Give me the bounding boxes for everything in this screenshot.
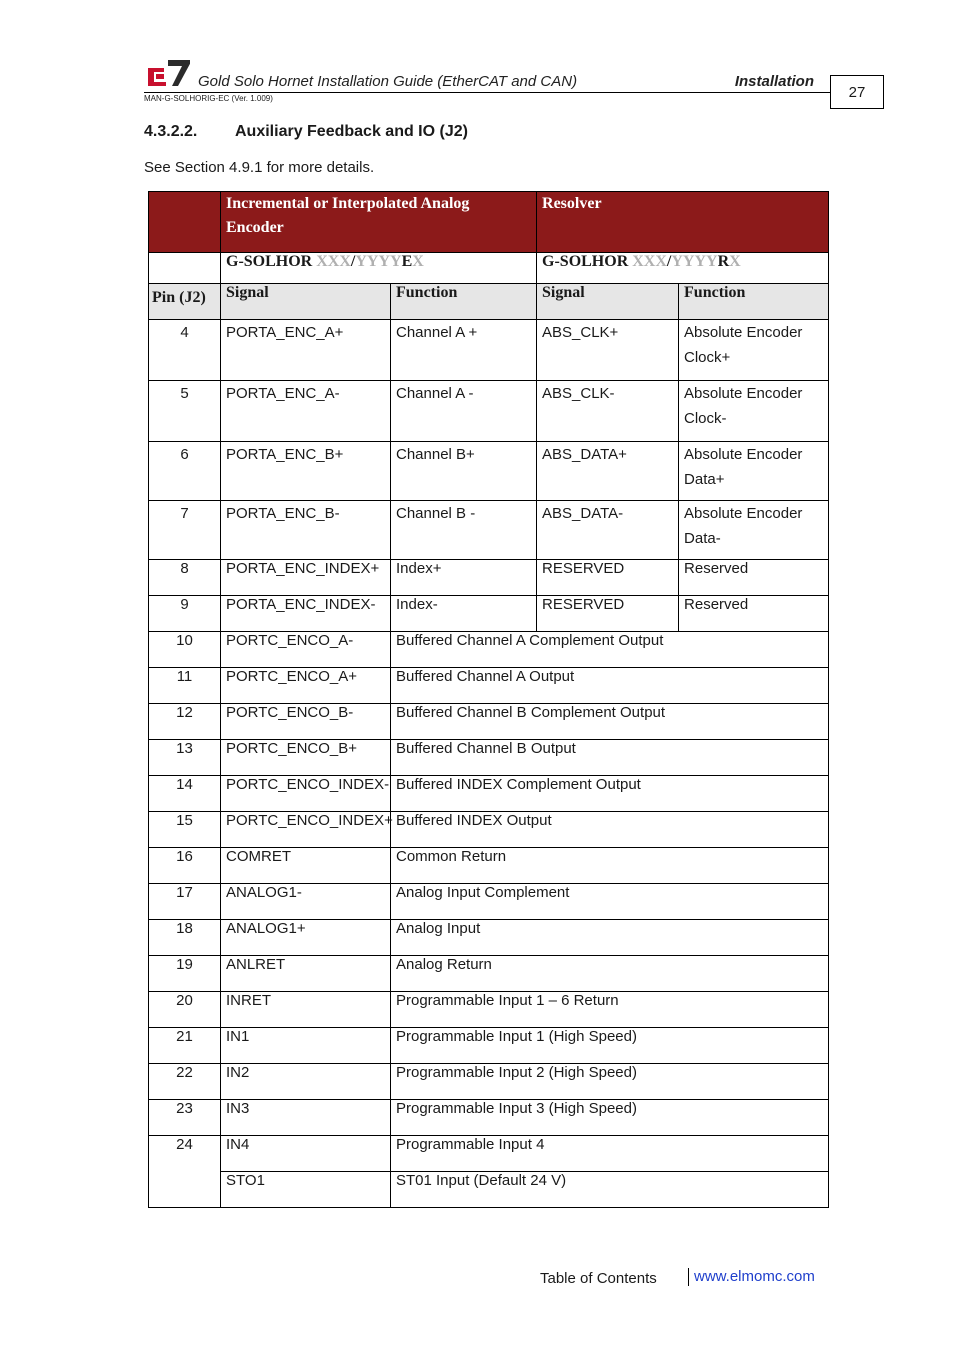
function-b-cell: Reserved	[679, 596, 829, 632]
doc-title: Gold Solo Hornet Installation Guide (EtherCAT and CAN)	[198, 73, 578, 90]
signal-cell: PORTC_ENCO_A-	[221, 632, 391, 668]
header-rule	[144, 92, 830, 93]
signal-cell: ANLRET	[221, 956, 391, 992]
page-header	[144, 56, 830, 104]
model-blank	[149, 253, 221, 284]
signal-cell: IN3	[221, 1100, 391, 1136]
signal-cell: IN1	[221, 1028, 391, 1064]
pin-cell: 20	[149, 992, 221, 1028]
table-row	[149, 992, 829, 1028]
group-header-encoder: Incremental or Interpolated Analog Encoder	[221, 192, 537, 253]
col-signal-a: Signal	[221, 284, 391, 320]
function-cell: Buffered Channel B Complement Output	[391, 704, 829, 740]
function-cell: Buffered Channel A Complement Output	[391, 632, 829, 668]
pin-cell: 5	[149, 381, 221, 442]
col-pin: Pin (J2)	[149, 284, 221, 320]
function-cell: Analog Return	[391, 956, 829, 992]
model-resolver	[537, 253, 829, 284]
table-of-contents-link[interactable]: Table of Contents	[540, 1270, 657, 1287]
model-letter: E	[401, 253, 413, 270]
signal-a-cell: PORTA_ENC_A-	[221, 381, 391, 442]
function-cell: Programmable Input 4	[391, 1136, 829, 1172]
pin-cell: 21	[149, 1028, 221, 1064]
table-row	[149, 668, 829, 704]
pin-cell: 10	[149, 632, 221, 668]
pin-cell: 13	[149, 740, 221, 776]
group-header-row	[149, 192, 829, 253]
intro-text	[144, 159, 374, 176]
model-slash: /	[666, 253, 672, 270]
pin-cell: 16	[149, 848, 221, 884]
model-slash: /	[350, 253, 356, 270]
function-b-cell: Reserved	[679, 560, 829, 596]
pin-cell: 17	[149, 884, 221, 920]
table-row	[149, 884, 829, 920]
model-letter: R	[717, 253, 730, 270]
signal-cell: IN2	[221, 1064, 391, 1100]
pin-cell: 9	[149, 596, 221, 632]
signal-cell: STO1	[221, 1172, 391, 1208]
signal-cell: PORTC_ENCO_INDEX+	[221, 812, 391, 848]
model-prefix: G-SOLHOR	[542, 253, 633, 270]
elmo-logo-icon	[148, 58, 190, 88]
table-row	[149, 740, 829, 776]
model-x1: XXX	[632, 253, 667, 270]
pin-table	[148, 191, 829, 1208]
signal-b-cell: ABS_DATA+	[537, 442, 679, 501]
table-row	[149, 812, 829, 848]
group-header-blank	[149, 192, 221, 253]
signal-cell: ANALOG1+	[221, 920, 391, 956]
signal-b-cell: ABS_CLK+	[537, 320, 679, 381]
signal-b-cell: RESERVED	[537, 596, 679, 632]
signal-cell: PORTC_ENCO_INDEX-	[221, 776, 391, 812]
section-label: Installation	[734, 73, 814, 90]
function-cell: Analog Input	[391, 920, 829, 956]
table-row	[149, 776, 829, 812]
website-link[interactable]: www.elmomc.com	[694, 1268, 815, 1285]
section-heading	[144, 123, 468, 141]
table-row	[149, 501, 829, 560]
function-a-cell: Index-	[391, 596, 537, 632]
footer-divider	[688, 1268, 689, 1286]
signal-b-cell: ABS_CLK-	[537, 381, 679, 442]
signal-a-cell: PORTA_ENC_B+	[221, 442, 391, 501]
signal-b-cell: ABS_DATA-	[537, 501, 679, 560]
table-row	[149, 1172, 829, 1208]
pin-cell: 19	[149, 956, 221, 992]
function-cell: Buffered INDEX Output	[391, 812, 829, 848]
model-y: YYYY	[671, 253, 718, 270]
pin-cell: 7	[149, 501, 221, 560]
signal-cell: PORTC_ENCO_B+	[221, 740, 391, 776]
table-row	[149, 956, 829, 992]
signal-cell: PORTC_ENCO_A+	[221, 668, 391, 704]
page-number: 27	[830, 75, 884, 109]
model-x1: XXX	[316, 253, 351, 270]
model-row	[149, 253, 829, 284]
table-row	[149, 1028, 829, 1064]
model-prefix: G-SOLHOR	[226, 253, 317, 270]
function-cell: Analog Input Complement	[391, 884, 829, 920]
signal-cell: COMRET	[221, 848, 391, 884]
column-header-row	[149, 284, 829, 320]
function-a-cell: Channel B+	[391, 442, 537, 501]
function-b-cell: Absolute Encoder Data+	[679, 442, 829, 501]
table-row	[149, 1064, 829, 1100]
function-cell: Buffered Channel B Output	[391, 740, 829, 776]
table-row	[149, 442, 829, 501]
table-row	[149, 596, 829, 632]
doc-code: MAN-G-SOLHORIG-EC (Ver. 1.009)	[144, 94, 273, 103]
pin-cell: 11	[149, 668, 221, 704]
signal-a-cell: PORTA_ENC_A+	[221, 320, 391, 381]
function-a-cell: Channel B -	[391, 501, 537, 560]
col-signal-b: Signal	[537, 284, 679, 320]
function-a-cell: Index+	[391, 560, 537, 596]
pin-cell: 8	[149, 560, 221, 596]
group-header-resolver: Resolver	[537, 192, 829, 253]
table-row	[149, 1100, 829, 1136]
pin-cell: 4	[149, 320, 221, 381]
table-row	[149, 848, 829, 884]
function-b-cell: Absolute Encoder Data-	[679, 501, 829, 560]
signal-cell: INRET	[221, 992, 391, 1028]
table-row	[149, 1136, 829, 1172]
function-cell: Buffered INDEX Complement Output	[391, 776, 829, 812]
signal-a-cell: PORTA_ENC_B-	[221, 501, 391, 560]
function-cell: Common Return	[391, 848, 829, 884]
col-function-b: Function	[679, 284, 829, 320]
function-b-cell: Absolute Encoder Clock-	[679, 381, 829, 442]
pin-cell: 15	[149, 812, 221, 848]
signal-a-cell: PORTA_ENC_INDEX-	[221, 596, 391, 632]
table-row	[149, 320, 829, 381]
pin-cell: 23	[149, 1100, 221, 1136]
intro-line: See Section 4.9.1 for more details.	[144, 159, 375, 176]
table-row	[149, 381, 829, 442]
table-row	[149, 920, 829, 956]
function-cell: Programmable Input 3 (High Speed)	[391, 1100, 829, 1136]
signal-cell: ANALOG1-	[221, 884, 391, 920]
pin-cell: 22	[149, 1064, 221, 1100]
function-cell: ST01 Input (Default 24 V)	[391, 1172, 829, 1208]
function-cell: Programmable Input 1 – 6 Return	[391, 992, 829, 1028]
table-row	[149, 632, 829, 668]
model-x2: X	[412, 253, 424, 270]
heading-number: 4.3.2.2.	[144, 123, 198, 140]
signal-cell: PORTC_ENCO_B-	[221, 704, 391, 740]
col-function-a: Function	[391, 284, 537, 320]
model-y: YYYY	[355, 253, 402, 270]
pin-cell: 12	[149, 704, 221, 740]
function-cell: Programmable Input 2 (High Speed)	[391, 1064, 829, 1100]
table-row	[149, 704, 829, 740]
heading-title: Auxiliary Feedback and IO (J2)	[235, 123, 468, 140]
function-a-cell: Channel A +	[391, 320, 537, 381]
model-encoder	[221, 253, 537, 284]
signal-a-cell: PORTA_ENC_INDEX+	[221, 560, 391, 596]
function-cell: Buffered Channel A Output	[391, 668, 829, 704]
function-b-cell: Absolute Encoder Clock+	[679, 320, 829, 381]
function-cell: Programmable Input 1 (High Speed)	[391, 1028, 829, 1064]
pin-cell: 18	[149, 920, 221, 956]
function-a-cell: Channel A -	[391, 381, 537, 442]
pin-cell: 6	[149, 442, 221, 501]
model-x2: X	[729, 253, 741, 270]
pin-cell: 24	[149, 1136, 221, 1208]
pin-cell: 14	[149, 776, 221, 812]
signal-b-cell: RESERVED	[537, 560, 679, 596]
table-row	[149, 560, 829, 596]
signal-cell: IN4	[221, 1136, 391, 1172]
